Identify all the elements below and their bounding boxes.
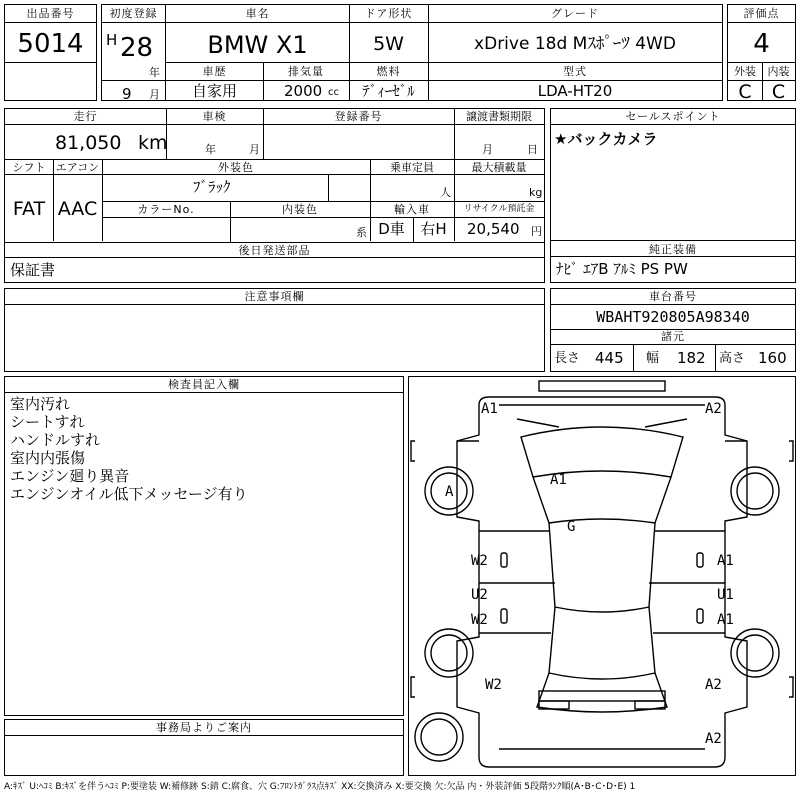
exterior-grade-label: 外装 xyxy=(734,65,756,78)
history: 自家用 xyxy=(191,82,237,100)
office-box xyxy=(4,719,404,776)
exterior-color: ﾌﾞﾗｯｸ xyxy=(193,178,231,196)
legend: A:ｷｽﾞ U:ﾍｺﾐ B:ｷｽﾞを伴うﾍｺﾐ P:要塗装 W:補修跡 S:錆 C:腐食、穴 G:ﾌﾛﾝﾄｶﾞﾗｽ点ｷｽﾞ XX:交換済み X:要交換 欠:欠品 内・外装評価 5段階ﾗﾝｸ順(A･B･C･D･E) 1 xyxy=(4,782,636,792)
max-load-label: 最大積載量 xyxy=(471,161,527,174)
import-type: D車 xyxy=(378,220,405,238)
chassis-label: 車台番号 xyxy=(649,290,697,303)
damage-wheel-front-left: A xyxy=(445,484,454,500)
damage-door-left: W2 xyxy=(471,612,488,628)
dimensions-label: 諸元 xyxy=(661,330,685,343)
aircon-label: エアコン xyxy=(55,161,100,174)
import-label: 輸入車 xyxy=(394,203,430,216)
shift: FAT xyxy=(12,198,46,220)
overall-score: 4 xyxy=(753,29,770,59)
inspector-note: ハンドルすれ xyxy=(10,431,101,449)
interior-grade: C xyxy=(771,81,786,103)
transfer-deadline-label: 譲渡書類期限 xyxy=(466,110,532,123)
recycle-deposit-label: リサイクル預託金 xyxy=(463,204,535,214)
selling-point-box xyxy=(550,108,796,241)
registration-month: 9 xyxy=(122,85,132,103)
aircon: AAC xyxy=(57,198,98,220)
inspector-note: エンジンオイル低下メッセージ有り xyxy=(10,485,248,503)
chassis-box xyxy=(550,288,796,372)
damage-rear-right: A2 xyxy=(705,677,722,693)
inspection-year-unit: 年 xyxy=(205,143,216,156)
model-code-label: 型式 xyxy=(563,65,587,78)
height-label: 高さ xyxy=(719,351,746,366)
recycle-deposit: 20,540 xyxy=(467,220,520,238)
notes-box xyxy=(4,288,545,372)
lot-number-box xyxy=(4,4,97,101)
exterior-color-label: 外装色 xyxy=(218,161,254,174)
damage-door-left-upper: U2 xyxy=(471,587,488,603)
score-label: 評価点 xyxy=(743,7,780,20)
handle-side: 右H xyxy=(420,220,447,238)
equipment-box xyxy=(550,241,796,283)
length-label: 長さ xyxy=(554,351,581,366)
transfer-day-unit: 日 xyxy=(527,143,538,156)
damage-diagram xyxy=(408,376,796,776)
interior-grade-label: 内装 xyxy=(767,65,790,78)
inspector-note: シートすれ xyxy=(10,413,85,431)
displacement: 2000 xyxy=(284,82,323,100)
interior-color-label: 内装色 xyxy=(282,203,318,216)
inspector-note: エンジン廻り異音 xyxy=(10,467,130,485)
later-parts: 保証書 xyxy=(10,261,56,279)
height: 160 xyxy=(758,349,787,367)
color-number-label: カラーNo. xyxy=(137,203,195,216)
door-type: 5W xyxy=(373,33,404,55)
damage-fender-left: W2 xyxy=(471,553,488,569)
damage-door-right: A1 xyxy=(717,612,734,628)
transfer-month-unit: 月 xyxy=(482,143,493,156)
exterior-grade: C xyxy=(738,81,752,103)
inspection-month-unit: 月 xyxy=(249,143,260,156)
displacement-label: 排気量 xyxy=(288,65,324,78)
damage-fender-right: A1 xyxy=(717,553,734,569)
damage-hood: A1 xyxy=(550,472,567,488)
car-name: BMW X1 xyxy=(207,31,308,59)
registration-year: 28 xyxy=(120,33,154,63)
damage-door-right-upper: U1 xyxy=(717,587,734,603)
details-box xyxy=(4,108,545,283)
lot-number: 5014 xyxy=(17,29,84,59)
inspection-label: 車検 xyxy=(202,110,227,123)
damage-rear-left: W2 xyxy=(485,677,502,693)
era-mark: H xyxy=(106,31,118,49)
interior-color-suffix: 系 xyxy=(356,226,367,239)
capacity-unit: 人 xyxy=(440,186,451,199)
inspector-note: 室内汚れ xyxy=(10,395,71,413)
door-type-label: ドア形状 xyxy=(364,7,413,20)
damage-rear-bumper: A2 xyxy=(705,731,722,747)
score-box xyxy=(727,4,796,101)
inspector-label: 検査員記入欄 xyxy=(168,378,240,391)
history-label: 車歴 xyxy=(202,65,227,78)
model-code: LDA-HT20 xyxy=(537,82,613,100)
equipment-label: 純正装備 xyxy=(649,243,697,256)
year-unit: 年 xyxy=(149,66,160,79)
first-registration-box xyxy=(101,4,165,101)
mileage: 81,050 xyxy=(55,132,122,154)
damage-front-left: A1 xyxy=(481,401,498,417)
office-label: 事務局よりご案内 xyxy=(156,721,252,734)
grade-label: グレード xyxy=(551,7,599,20)
car-name-label: 車名 xyxy=(245,7,270,20)
month-unit: 月 xyxy=(149,88,160,101)
registration-number-label: 登録番号 xyxy=(334,110,383,123)
length: 445 xyxy=(595,349,624,367)
notes-label: 注意事項欄 xyxy=(244,290,305,303)
recycle-unit: 円 xyxy=(531,225,542,238)
damage-front-right: A2 xyxy=(705,401,722,417)
equipment: ﾅﾋﾞ ｴｱB ｱﾙﾐ PS PW xyxy=(556,260,688,278)
lot-number-label: 出品番号 xyxy=(26,7,75,20)
vehicle-info-box xyxy=(165,4,723,101)
width: 182 xyxy=(677,349,706,367)
mileage-label: 走行 xyxy=(73,110,98,123)
max-load-unit: kg xyxy=(529,186,543,199)
selling-point-label: セールスポイント xyxy=(625,110,721,123)
selling-point: ★バックカメラ xyxy=(554,130,658,148)
mileage-unit: km xyxy=(138,132,168,154)
grade: xDrive 18d Mｽﾎﾟｰﾂ 4WD xyxy=(474,34,676,54)
fuel: ﾃﾞｨｰｾﾞﾙ xyxy=(362,82,415,100)
width-label: 幅 xyxy=(646,351,660,366)
chassis-number: WBAHT920805A98340 xyxy=(596,308,750,326)
inspector-note: 室内内張傷 xyxy=(10,449,86,467)
damage-roof: G xyxy=(567,519,576,535)
inspector-box xyxy=(4,376,404,716)
later-parts-label: 後日発送部品 xyxy=(238,244,311,257)
shift-label: シフト xyxy=(12,161,46,174)
displacement-unit: cc xyxy=(328,87,339,98)
first-registration-label: 初度登録 xyxy=(109,7,158,20)
capacity-label: 乗車定員 xyxy=(390,161,434,174)
fuel-label: 燃料 xyxy=(376,65,401,78)
